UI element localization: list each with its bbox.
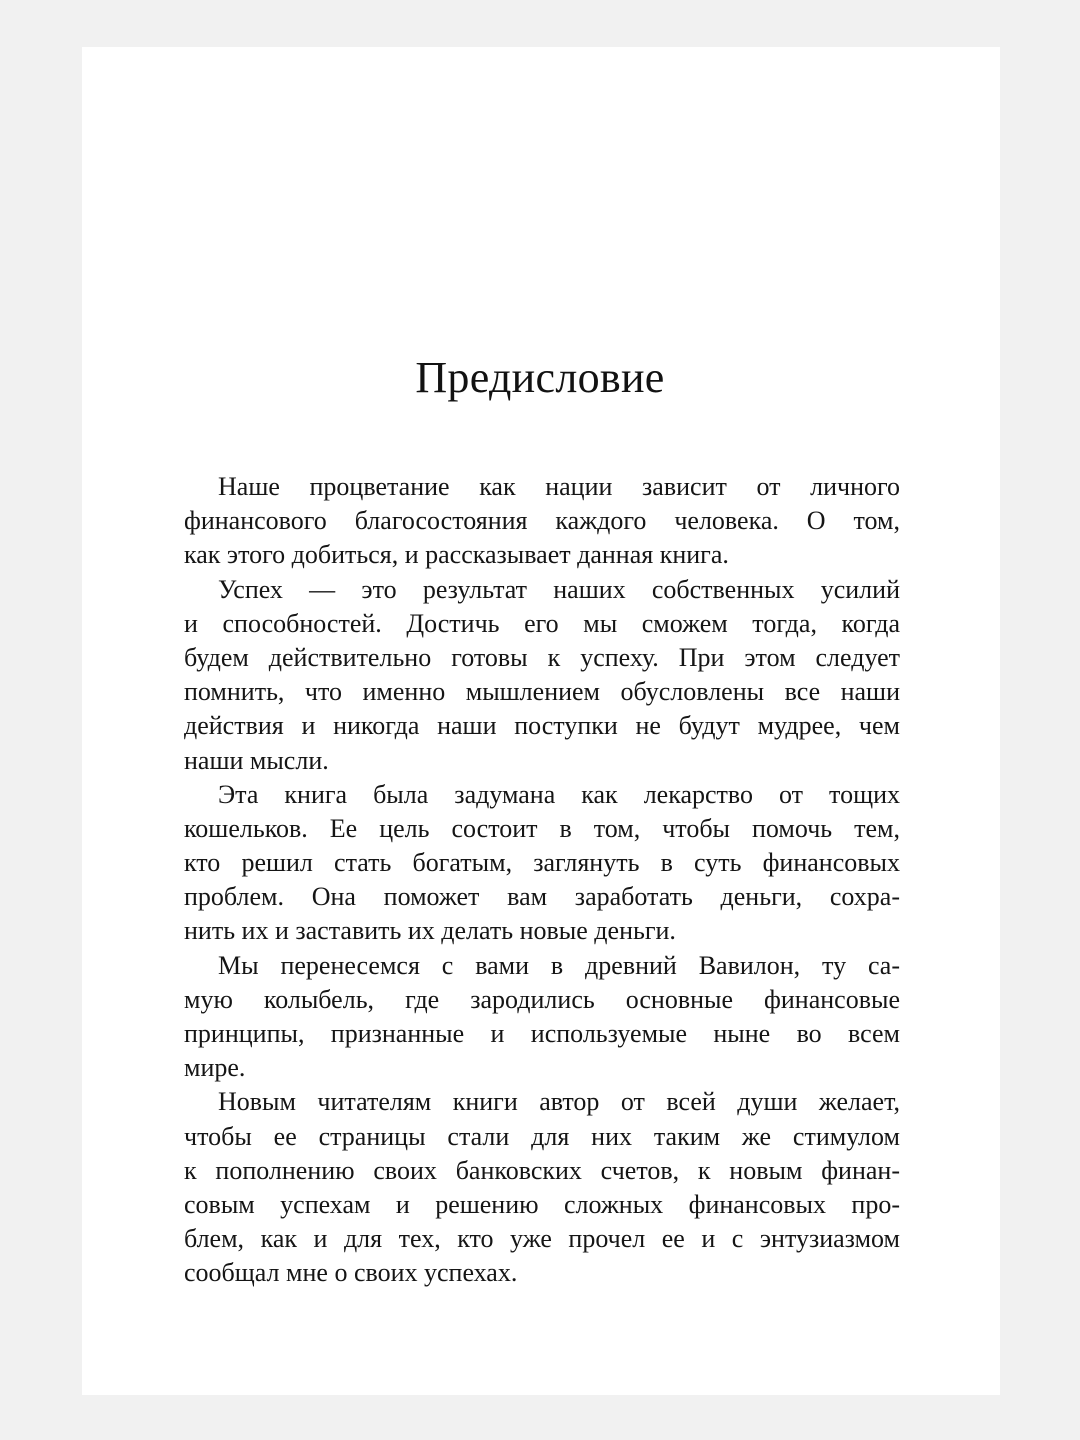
text-line: Мы перенесемся с вами в древний Вавилон, ту са- xyxy=(218,950,900,980)
text-line: Успех — это результат наших собственных усилий xyxy=(218,574,900,604)
page-title: Предисловие xyxy=(415,353,665,402)
text-line: сообщал мне о своих успехах. xyxy=(184,1258,518,1288)
text-line: чтобы ее страницы стали для них таким же стимулом xyxy=(184,1121,900,1151)
text-line: проблем. Она поможет вам заработать деньги, сохра- xyxy=(184,882,900,912)
text-line: Наше процветание как нации зависит от личного xyxy=(218,472,900,501)
text-line: будем действительно готовы к успеху. При этом следует xyxy=(184,642,900,672)
text-line: Эта книга была задумана как лекарство от тощих xyxy=(218,779,900,809)
text-line: наши мысли. xyxy=(184,745,329,775)
text-line: нить их и заставить их делать новые деньги. xyxy=(184,916,676,946)
text-line: финансового благосостояния каждого человека. О том, xyxy=(184,506,900,536)
text-line: кошельков. Ее цель состоит в том, чтобы помочь тем, xyxy=(184,813,900,843)
text-line: помнить, что именно мышлением обусловлены все наши xyxy=(184,677,900,707)
text-line: блем, как и для тех, кто уже прочел ее и с энтузиазмом xyxy=(184,1224,900,1254)
text-line: действия и никогда наши поступки не будут мудрее, чем xyxy=(184,711,900,741)
text-line: кто решил стать богатым, заглянуть в суть финансовых xyxy=(184,848,900,878)
text-line: как этого добиться, и рассказывает данная книга. xyxy=(184,540,729,570)
text-line: к пополнению своих банковских счетов, к новым финан- xyxy=(184,1155,900,1185)
text-line: совым успехам и решению сложных финансовых про- xyxy=(184,1189,900,1219)
text-line: и способностей. Достичь его мы сможем тогда, когда xyxy=(184,608,900,638)
text-line: Новым читателям книги автор от всей души желает, xyxy=(218,1087,900,1117)
text-line: принципы, признанные и используемые ныне во всем xyxy=(184,1019,900,1048)
text-line: мире. xyxy=(184,1053,246,1083)
preface-body xyxy=(184,470,900,1291)
text-line: мую колыбель, где зародились основные финансовые xyxy=(184,984,900,1014)
